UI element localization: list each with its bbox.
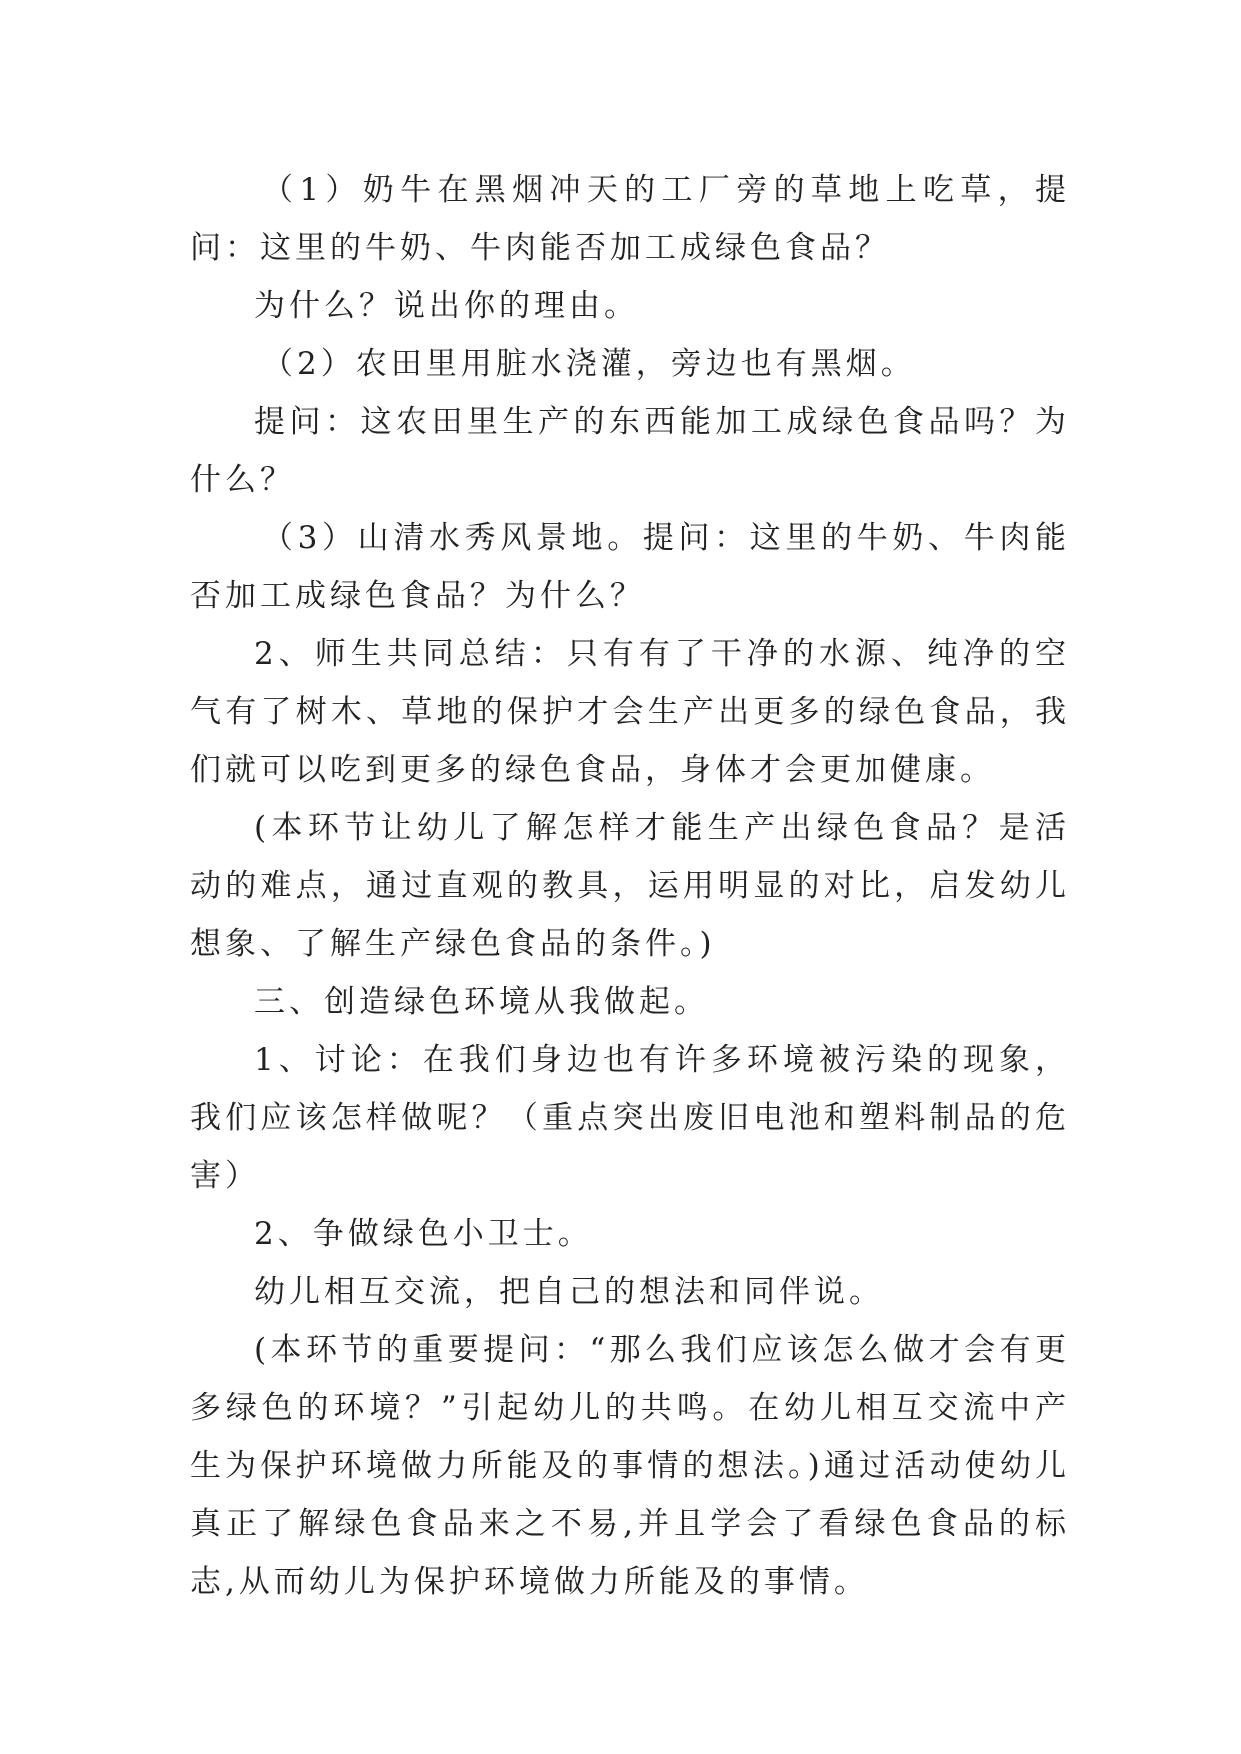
paragraph-discussion: 1、讨论：在我们身边也有许多环境被污染的现象，我们应该怎样做呢？（重点突出废旧电池和塑料制品的危害） — [190, 1042, 1070, 1194]
paragraph-question-2-ask: 提问：这农田里生产的东西能加工成绿色食品吗？为什么？ — [190, 404, 1070, 498]
paragraph-note-2: (本环节的重要提问：“那么我们应该怎么做才会有更多绿色的环境？”引起幼儿的共鸣。在幼儿相互交流中产生为保护环境做力所能及的事情的想法。)通过活动使幼儿真正了解绿色食品来之不易,并且学会了看绿色食品的标志,从而幼儿为保护环境做力所能及的事情。 — [190, 1332, 1070, 1600]
paragraph-question-1: （1）奶牛在黑烟冲天的工厂旁的草地上吃草，提问：这里的牛奶、牛肉能否加工成绿色食品？ — [190, 172, 1070, 266]
paragraph-summary: 2、师生共同总结：只有有了干净的水源、纯净的空气有了树木、草地的保护才会生产出更多的绿色食品，我们就可以吃到更多的绿色食品，身体才会更加健康。 — [190, 636, 1070, 788]
paragraph-exchange: 幼儿相互交流，把自己的想法和同伴说。 — [254, 1274, 884, 1310]
document-body — [190, 161, 1070, 1611]
paragraph-question-3: （3）山清水秀风景地。提问：这里的牛奶、牛肉能否加工成绿色食品？为什么？ — [190, 520, 1070, 614]
paragraph-green-guard: 2、争做绿色小卫士。 — [254, 1216, 593, 1252]
section-heading-3: 三、创造绿色环境从我做起。 — [254, 984, 709, 1020]
paragraph-note-1: (本环节让幼儿了解怎样才能生产出绿色食品？是活动的难点，通过直观的教具，运用明显的对比，启发幼儿想象、了解生产绿色食品的条件。) — [190, 810, 1070, 962]
paragraph-question-2: （2）农田里用脏水浇灌，旁边也有黑烟。 — [262, 346, 916, 382]
paragraph-why-reason: 为什么？说出你的理由。 — [254, 288, 639, 324]
